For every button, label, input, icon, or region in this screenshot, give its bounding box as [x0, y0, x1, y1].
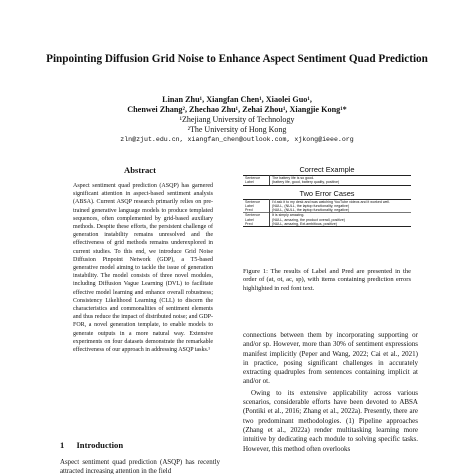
introduction-text: Aspect sentiment quad prediction (ASQP) has recently attracted increasing attention in the field — [60, 459, 220, 474]
row-label: Pred — [243, 208, 270, 213]
authors-line-2: Chenwei Zhang², Zhechao Zhu¹, Zehai Zhou¹, Xiangjie Kong¹* — [127, 105, 347, 114]
paragraph: connections between them by incorporating supporting or and/or sp. However, more than 30% of sentiment expressions manifest implicitly (Peper and Wang, 2022; Cai et al., 2021) in practice, posing significant challenges in accurately extracting quadruples from sentences containing implicit at and/or ot. — [243, 331, 418, 386]
figure-caption: Figure 1: The results of Label and Pred are presented in the order of (at, ot, ac, sp), with items containing prediction errors highlighted in red font text. — [243, 268, 411, 292]
paper-title: Pinpointing Diffusion Grid Noise to Enhance Aspect Sentiment Quad Prediction — [46, 53, 428, 65]
author-emails: zln@zjut.edu.cn, xiangfan_chen@outlook.com, xjkong@ieee.org — [120, 136, 354, 143]
section-number: 1 — [60, 440, 65, 450]
row-text: (NULL, (NULL, the laptop functionality, negative) — [272, 203, 350, 208]
row-label: Pred — [243, 222, 270, 227]
row-text: It is simply amazing. — [270, 213, 412, 218]
row-text: (NULL, (NULL, the laptop functionality, negative) — [272, 208, 350, 213]
row-text: (NULL, amazing, Ext.ambitious, positive) — [270, 222, 412, 227]
affiliations — [40, 115, 434, 135]
error-cases-table — [243, 199, 411, 228]
section-title: Introduction — [76, 440, 124, 450]
row-text: (NULL, amazing, the product overall, positive) — [272, 217, 345, 222]
authors-line-1: Linan Zhu¹, Xiangfan Chen¹, Xiaolei Guo¹, — [162, 95, 312, 104]
figure-error-title: Two Error Cases — [299, 188, 355, 198]
row-label: Label — [243, 180, 270, 185]
row-label: Label — [243, 218, 270, 222]
abstract-text: Aspect sentiment quad prediction (ASQP) has garnered significant attention in aspect-based sentiment analysis (ABSA). Current ASQP research primarily relies on pre-trained generative language models to produce templated sequences, often complemented by grid-based auxiliary methods. Despite these efforts, the persistent challenge of generation instability remains unresolved and the effectiveness of grid methods remains underexplored in current studies. To this end, we introduce Grid Noise Diffusion Pinpoint Network (GDP), a T5-based generative model aiming to tackle the issue of generation instability. The model consists of three novel modules, including Diffusion Vague Learning (DVL) to facilitate effective model learning and enhance overall robustness; Consistency Likelihood Learning (CLL) to discern the characteristics and commonalities of sentiment elements and thus reduce the impact of distributed noise; and GDP-FOR, a novel generation template, to enable models to generate outputs in a more natural way. Extensive experiments on four datasets demonstrate the remarkable effectiveness of our approach in addressing ASQP tasks.¹ — [73, 183, 213, 354]
author-list — [40, 95, 434, 115]
affiliation-1: ¹Zhejiang University of Technology — [179, 115, 295, 124]
row-label: Sentence — [243, 176, 270, 181]
table-row — [243, 222, 411, 227]
affiliation-2: ²The University of Hong Kong — [187, 125, 287, 134]
introduction-heading — [60, 440, 123, 450]
paragraph: Owing to its extensive applicability across various scenarios, considerable efforts have been devoted to ABSA (Pontiki et al., 2016; Zhang et al., 2022a). Presently, there are two predominant methodologies. (1) Pipeline approaches (Zhang et al., 2022a) render multitasking learning more intuitive by dedicating each module to solving specific tasks. However, this method often overlooks — [243, 388, 418, 453]
correct-example-table — [243, 175, 411, 186]
row-label: Sentence — [243, 199, 270, 204]
row-text: (battery life, good, battery quality, positive) — [270, 180, 412, 185]
row-label: Label — [243, 204, 270, 208]
body-text-column-2 — [243, 331, 418, 474]
abstract-heading: Abstract — [124, 165, 156, 175]
row-text: The battery life is so good. — [270, 176, 412, 181]
row-label: Sentence — [243, 213, 270, 218]
table-row — [243, 180, 411, 185]
figure-correct-title: Correct Example — [299, 165, 355, 174]
row-text: I'd ask it to my desk and was watching YouTube videos and it worked well. — [270, 199, 412, 204]
figure-1 — [243, 165, 411, 227]
